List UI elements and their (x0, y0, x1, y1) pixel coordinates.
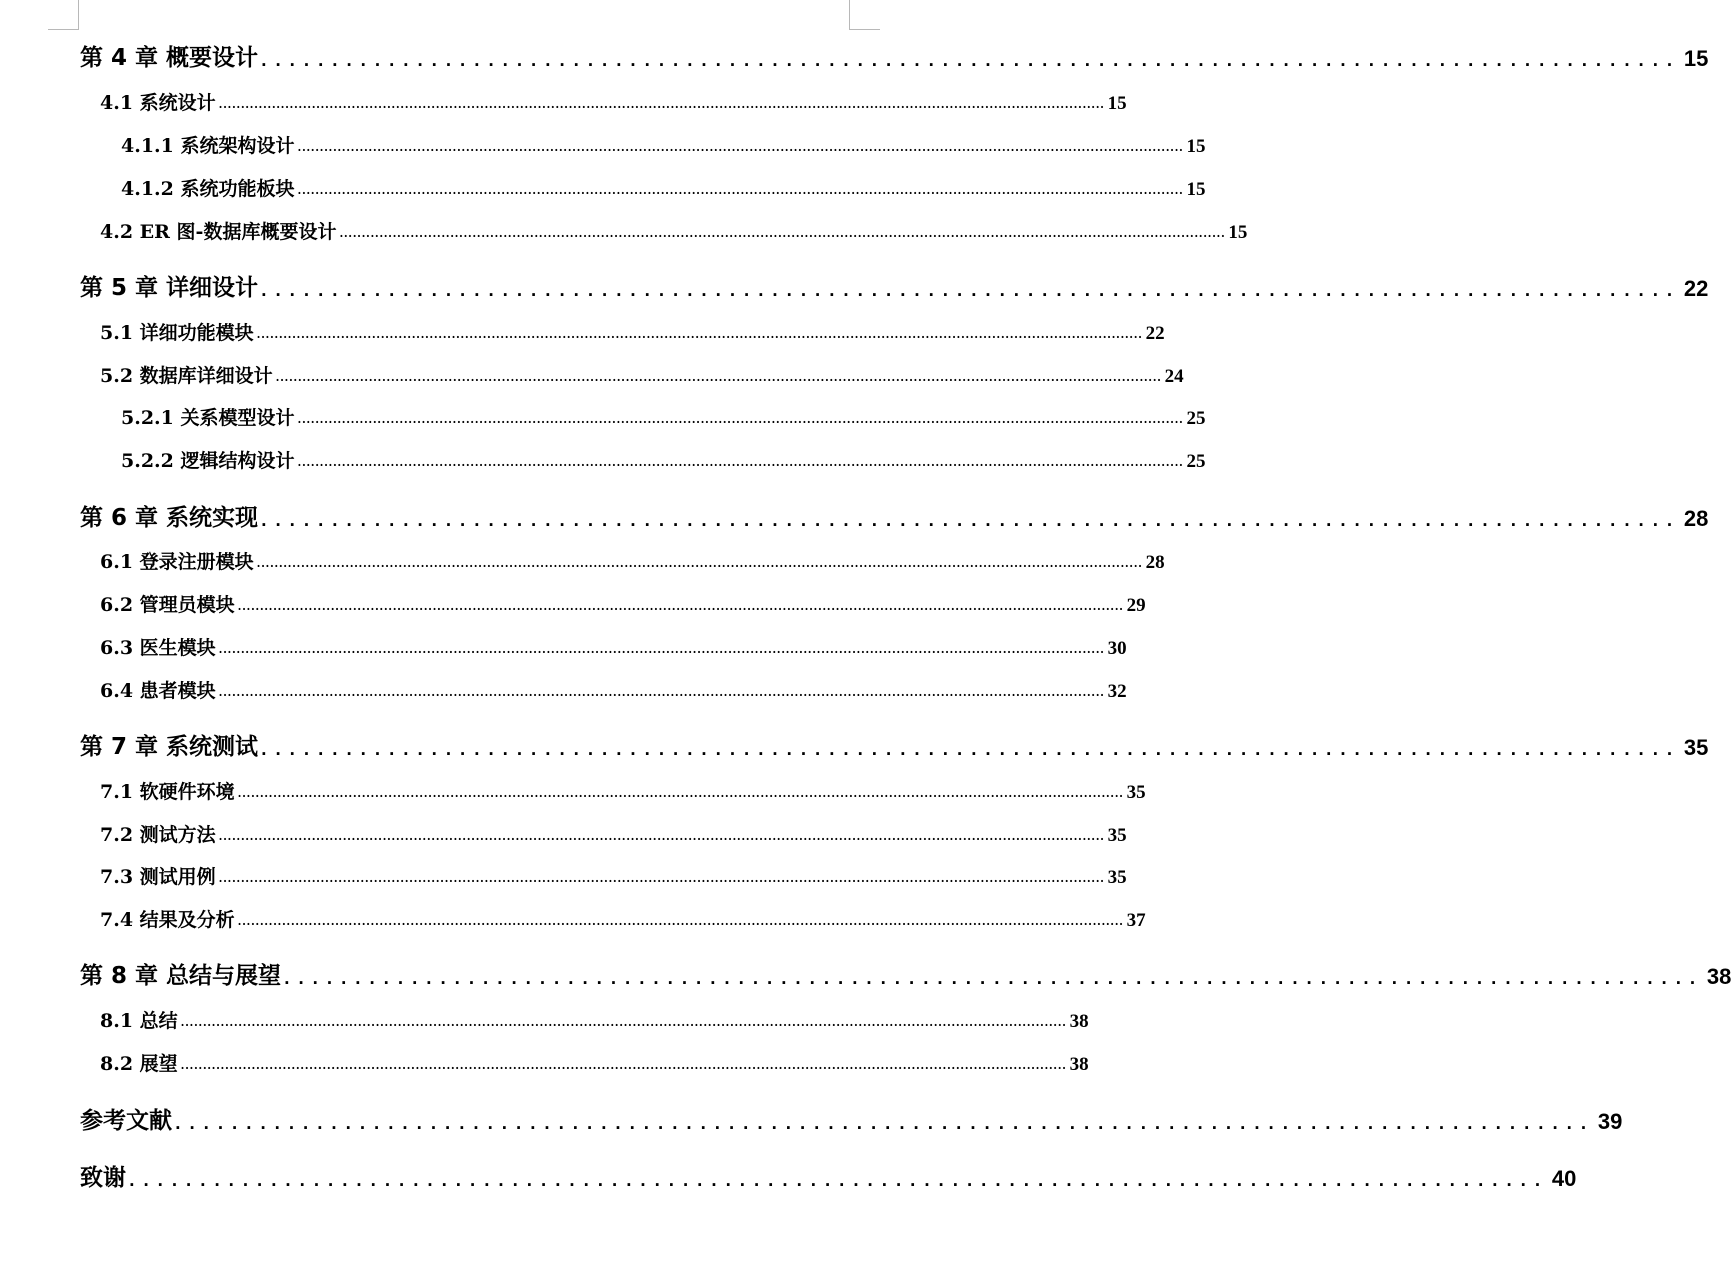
toc-page-number: 35 (1683, 735, 1709, 760)
toc-dot-leader: .................................................................................................... (284, 970, 1704, 988)
toc-dot-leader: .................................................................................................... (261, 282, 1681, 300)
toc-chapter-entry[interactable] (80, 960, 1731, 990)
toc-page-number: 38 (1069, 1011, 1089, 1032)
toc-entry-title: 4.1.2 系统功能板块 (121, 178, 295, 200)
toc-page-number: 30 (1107, 638, 1127, 659)
toc-page-number: 40 (1551, 1166, 1577, 1191)
toc-entry-title: 第 5 章 详细设计 (80, 275, 259, 301)
toc-page-number: 25 (1186, 451, 1206, 472)
toc-dot-leader: ........................................................................................................................................................................................................ (297, 141, 1184, 154)
toc-entry-title: 7.3 测试用例 (100, 866, 216, 888)
toc-chapter-entry[interactable] (80, 1162, 1577, 1192)
toc-entry-title: 参考文献 (80, 1108, 172, 1134)
toc-section-entry[interactable] (100, 591, 1146, 617)
toc-dot-leader: .................................................................................................... (261, 52, 1681, 70)
toc-page-number: 28 (1145, 552, 1165, 573)
toc-entry-title: 7.4 结果及分析 (100, 909, 235, 931)
toc-page-number: 15 (1107, 93, 1127, 114)
toc-page-number: 35 (1107, 825, 1127, 846)
toc-dot-leader: .................................................................................................... (175, 1115, 1595, 1133)
toc-dot-leader: ........................................................................................................................................................................................................ (256, 328, 1143, 341)
toc-page-number: 15 (1186, 136, 1206, 157)
toc-section-entry[interactable] (100, 362, 1184, 388)
toc-page-number: 35 (1107, 867, 1127, 888)
toc-section-entry[interactable] (100, 1007, 1089, 1033)
toc-page-number: 15 (1228, 222, 1248, 243)
toc-page-number: 22 (1145, 323, 1165, 344)
toc-entry-title: 4.1 系统设计 (100, 92, 216, 114)
toc-page-number: 25 (1186, 408, 1206, 429)
toc-chapter-entry[interactable] (80, 272, 1709, 302)
toc-page-number: 32 (1107, 681, 1127, 702)
toc-entry-title: 7.2 测试方法 (100, 824, 216, 846)
toc-section-entry[interactable] (100, 319, 1165, 345)
toc-entry-title: 6.2 管理员模块 (100, 594, 235, 616)
toc-entry-title: 5.2 数据库详细设计 (100, 365, 273, 387)
toc-dot-leader: ........................................................................................................................................................................................................ (180, 1016, 1067, 1029)
toc-entry-title: 4.2 ER 图-数据库概要设计 (100, 221, 337, 243)
toc-entry-title: 第 7 章 系统测试 (80, 734, 259, 760)
toc-entry-title: 5.1 详细功能模块 (100, 322, 254, 344)
toc-subsection-entry[interactable] (121, 404, 1206, 430)
toc-dot-leader: ........................................................................................................................................................................................................ (218, 830, 1105, 843)
toc-chapter-entry[interactable] (80, 502, 1709, 532)
toc-page-number: 29 (1126, 595, 1146, 616)
toc-dot-leader: ........................................................................................................................................................................................................ (218, 686, 1105, 699)
toc-chapter-entry[interactable] (80, 731, 1709, 761)
toc-dot-leader: ........................................................................................................................................................................................................ (180, 1059, 1067, 1072)
toc-subsection-entry[interactable] (121, 132, 1206, 158)
toc-page-number: 35 (1126, 782, 1146, 803)
toc-page-number: 37 (1126, 910, 1146, 931)
toc-subsection-entry[interactable] (121, 175, 1206, 201)
toc-section-entry[interactable] (100, 906, 1146, 932)
toc-page-number: 38 (1706, 964, 1731, 989)
toc-entry-title: 6.1 登录注册模块 (100, 551, 254, 573)
toc-section-entry[interactable] (100, 677, 1127, 703)
toc-dot-leader: ........................................................................................................................................................................................................ (218, 872, 1105, 885)
toc-page-number: 15 (1186, 179, 1206, 200)
toc-entry-title: 5.2.2 逻辑结构设计 (121, 450, 295, 472)
toc-chapter-entry[interactable] (80, 1105, 1623, 1135)
toc-page-number: 28 (1683, 506, 1709, 531)
toc-dot-leader: ........................................................................................................................................................................................................ (237, 915, 1124, 928)
toc-section-entry[interactable] (100, 218, 1248, 244)
toc-section-entry[interactable] (100, 1050, 1089, 1076)
toc-dot-leader: ........................................................................................................................................................................................................ (237, 787, 1124, 800)
toc-entry-title: 5.2.1 关系模型设计 (121, 407, 295, 429)
toc-dot-leader: ........................................................................................................................................................................................................ (297, 184, 1184, 197)
toc-dot-leader: ........................................................................................................................................................................................................ (339, 227, 1226, 240)
toc-section-entry[interactable] (100, 863, 1127, 889)
toc-section-entry[interactable] (100, 778, 1146, 804)
toc-dot-leader: ........................................................................................................................................................................................................ (275, 371, 1162, 384)
toc-dot-leader: ........................................................................................................................................................................................................ (218, 98, 1105, 111)
toc-entry-title: 6.4 患者模块 (100, 680, 216, 702)
toc-entry-title: 致谢 (80, 1165, 126, 1191)
toc-dot-leader: ........................................................................................................................................................................................................ (218, 643, 1105, 656)
toc-section-entry[interactable] (100, 89, 1127, 115)
toc-dot-leader: ........................................................................................................................................................................................................ (297, 456, 1184, 469)
toc-dot-leader: ........................................................................................................................................................................................................ (237, 600, 1124, 613)
toc-subsection-entry[interactable] (121, 447, 1206, 473)
toc-dot-leader: .................................................................................................... (261, 512, 1681, 530)
toc-page-number: 38 (1069, 1054, 1089, 1075)
toc-section-entry[interactable] (100, 548, 1165, 574)
toc-entry-title: 8.2 展望 (100, 1053, 178, 1075)
toc-entry-title: 4.1.1 系统架构设计 (121, 135, 295, 157)
toc-entry-title: 第 8 章 总结与展望 (80, 963, 282, 989)
toc-page-number: 24 (1164, 366, 1184, 387)
toc-dot-leader: .................................................................................................... (129, 1172, 1549, 1190)
toc-section-entry[interactable] (100, 821, 1127, 847)
toc-dot-leader: ........................................................................................................................................................................................................ (297, 413, 1184, 426)
toc-page-number: 22 (1683, 276, 1709, 301)
toc-section-entry[interactable] (100, 634, 1127, 660)
toc-chapter-entry[interactable] (80, 42, 1709, 72)
toc-entry-title: 第 6 章 系统实现 (80, 505, 259, 531)
toc-page-number: 15 (1683, 46, 1709, 71)
toc-entry-title: 7.1 软硬件环境 (100, 781, 235, 803)
toc-dot-leader: .................................................................................................... (261, 741, 1681, 759)
toc-entry-title: 6.3 医生模块 (100, 637, 216, 659)
toc-entry-title: 8.1 总结 (100, 1010, 178, 1032)
toc-entry-title: 第 4 章 概要设计 (80, 45, 259, 71)
toc-dot-leader: ........................................................................................................................................................................................................ (256, 557, 1143, 570)
toc-page-number: 39 (1597, 1109, 1623, 1134)
